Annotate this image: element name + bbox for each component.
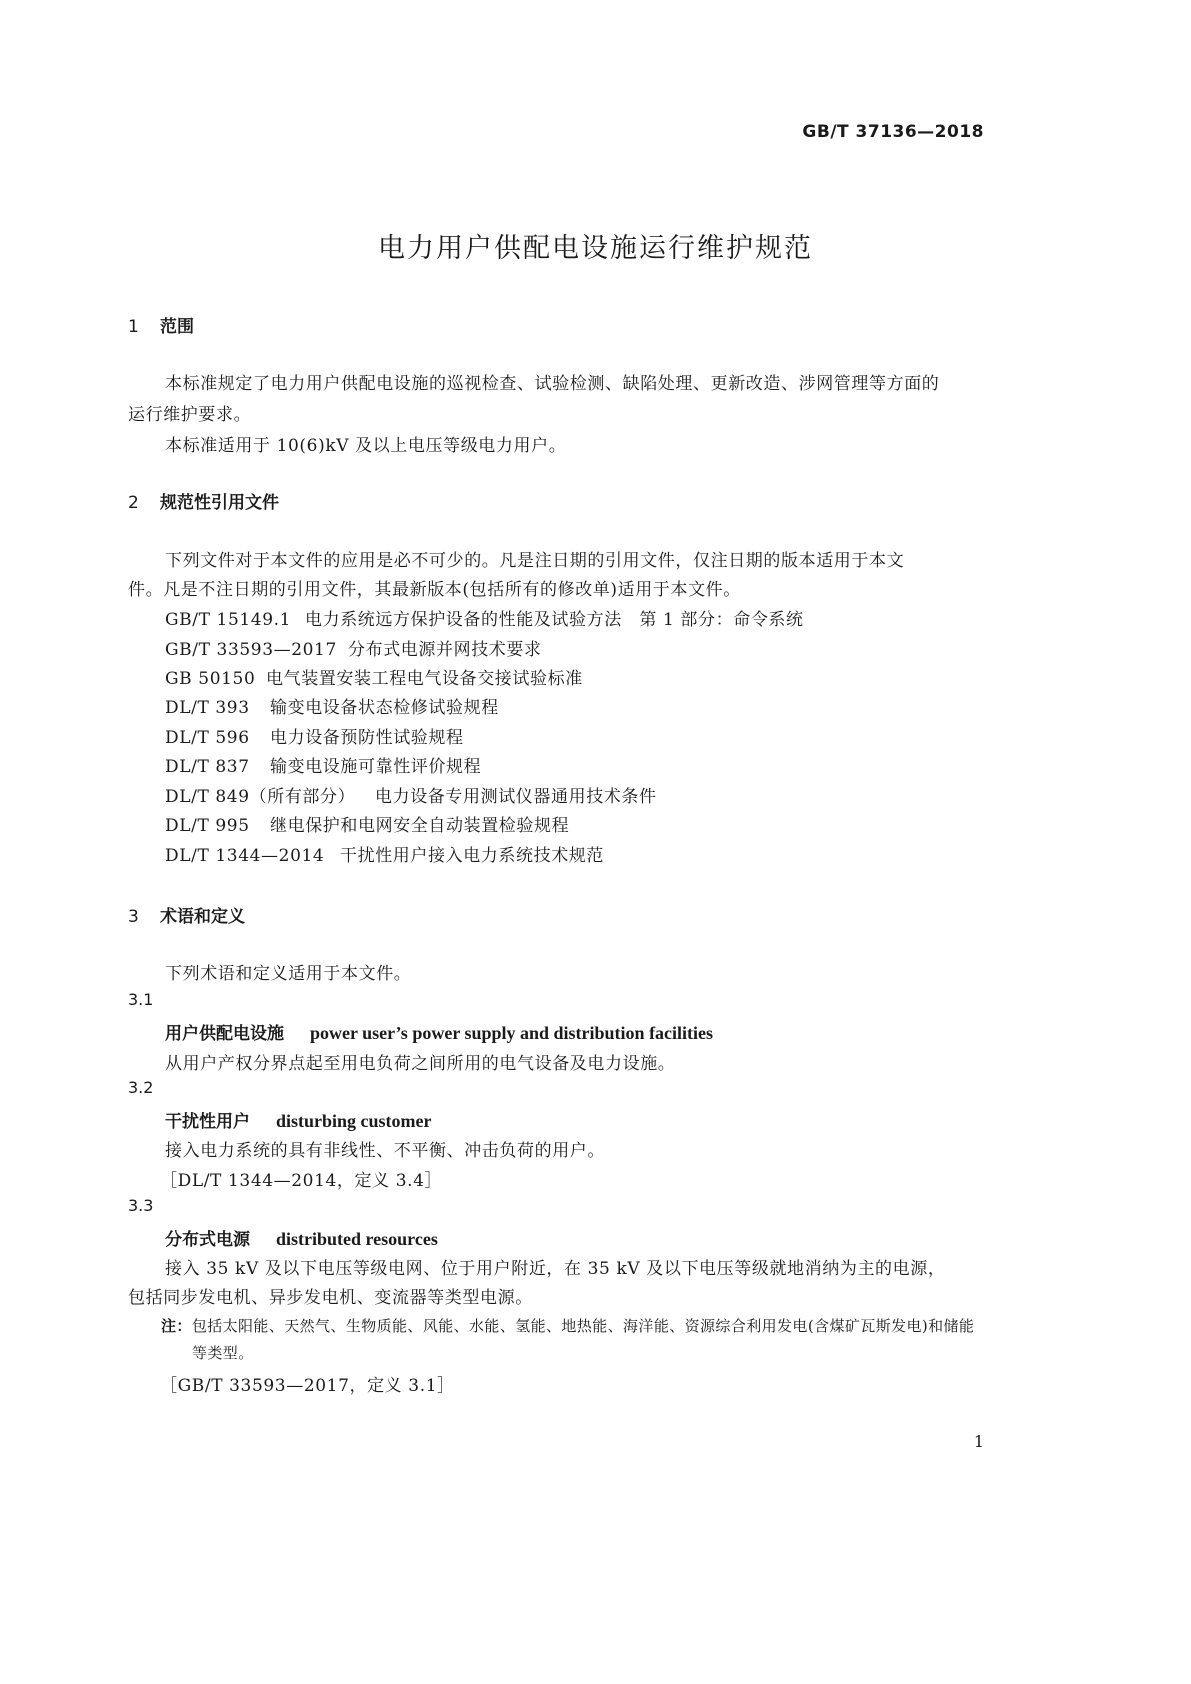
paragraph-line: 件。凡是不注日期的引用文件，其最新版本(包括所有的修改单)适用于本文件。 <box>128 580 741 600</box>
reference-code: DL/T 393 <box>165 698 250 718</box>
reference-code: DL/T 837 <box>165 757 250 777</box>
reference-title: 输变电设备状态检修试验规程 <box>270 698 499 718</box>
section-number: 2 <box>128 493 139 513</box>
term-note-continued: 等类型。 <box>192 1344 254 1362</box>
reference-item <box>165 723 464 748</box>
section-2-heading <box>128 488 279 513</box>
term-chinese: 干扰性用户 <box>165 1112 250 1132</box>
paragraph-line: 运行维护要求。 <box>128 405 252 425</box>
reference-code: GB/T 33593—2017 <box>165 640 337 660</box>
term-number: 3.2 <box>128 1078 154 1097</box>
paragraph-line: 下列术语和定义适用于本文件。 <box>165 964 412 984</box>
term-source: ［GB/T 33593—2017，定义 3.1］ <box>160 1376 455 1396</box>
term-definition: 接入电力系统的具有非线性、不平衡、冲击负荷的用户。 <box>165 1141 605 1161</box>
section-3-heading <box>128 902 245 927</box>
section-number: 1 <box>128 317 139 337</box>
reference-item <box>165 605 804 630</box>
term-heading <box>165 1225 438 1250</box>
reference-item <box>165 664 583 689</box>
term-chinese: 用户供配电设施 <box>165 1024 284 1044</box>
reference-title: 电力设备专用测试仪器通用技术条件 <box>375 787 657 807</box>
reference-title: 电力系统远方保护设备的性能及试验方法 第 1 部分：命令系统 <box>305 610 804 630</box>
note-label: 注： <box>161 1317 192 1335</box>
document-title: 电力用户供配电设施运行维护规范 <box>378 233 813 264</box>
note-text: 包括太阳能、天然气、生物质能、风能、水能、氢能、地热能、海洋能、资源综合利用发电(含煤矿瓦斯发电)和储能 <box>191 1317 975 1335</box>
reference-title: 干扰性用户接入电力系统技术规范 <box>340 846 604 866</box>
section-title: 规范性引用文件 <box>160 493 279 513</box>
reference-title: 电力设备预防性试验规程 <box>270 728 464 748</box>
term-heading <box>165 1019 713 1044</box>
section-title: 范围 <box>160 317 194 337</box>
reference-code: DL/T 849（所有部分） <box>165 787 356 807</box>
reference-code: DL/T 596 <box>165 728 250 748</box>
reference-code: GB 50150 <box>165 669 256 689</box>
reference-item <box>165 752 481 777</box>
paragraph-line: 本标准规定了电力用户供配电设施的巡视检查、试验检测、缺陷处理、更新改造、涉网管理等方面的 <box>165 374 940 394</box>
reference-title: 输变电设施可靠性评价规程 <box>270 757 482 777</box>
section-number: 3 <box>128 907 139 927</box>
term-english: distributed resources <box>276 1229 438 1249</box>
reference-item <box>165 811 569 836</box>
section-1-heading <box>128 312 194 337</box>
page-number: 1 <box>973 1432 984 1451</box>
reference-item <box>165 693 499 718</box>
paragraph-line: 下列文件对于本文件的应用是必不可少的。凡是注日期的引用文件，仅注日期的版本适用于本文 <box>165 551 905 571</box>
section-title: 术语和定义 <box>160 907 245 927</box>
standard-number: GB/T 37136—2018 <box>802 122 984 142</box>
term-definition: 从用户产权分界点起至用电负荷之间所用的电气设备及电力设施。 <box>165 1054 676 1074</box>
term-heading <box>165 1107 432 1132</box>
term-definition: 包括同步发电机、异步发电机、变流器等类型电源。 <box>128 1288 533 1308</box>
reference-item <box>165 782 657 807</box>
term-definition: 接入 35 kV 及以下电压等级电网、位于用户附近，在 35 kV 及以下电压等级就地消纳为主的电源， <box>165 1259 946 1279</box>
reference-item <box>165 841 604 866</box>
reference-item <box>165 635 542 660</box>
term-note <box>161 1315 974 1336</box>
term-source: ［DL/T 1344—2014，定义 3.4］ <box>160 1171 443 1191</box>
reference-code: DL/T 995 <box>165 816 250 836</box>
term-english: power user’s power supply and distribution facilities <box>310 1023 714 1043</box>
term-english: disturbing customer <box>276 1111 432 1131</box>
reference-title: 电气装置安装工程电气设备交接试验标准 <box>266 669 583 689</box>
term-number: 3.3 <box>128 1196 154 1215</box>
term-number: 3.1 <box>128 990 154 1009</box>
reference-title: 分布式电源并网技术要求 <box>348 640 542 660</box>
paragraph-line: 本标准适用于 10(6)kV 及以上电压等级电力用户。 <box>165 436 567 456</box>
reference-title: 继电保护和电网安全自动装置检验规程 <box>270 816 570 836</box>
reference-code: GB/T 15149.1 <box>165 610 292 630</box>
term-chinese: 分布式电源 <box>165 1230 250 1250</box>
reference-code: DL/T 1344—2014 <box>165 846 325 866</box>
